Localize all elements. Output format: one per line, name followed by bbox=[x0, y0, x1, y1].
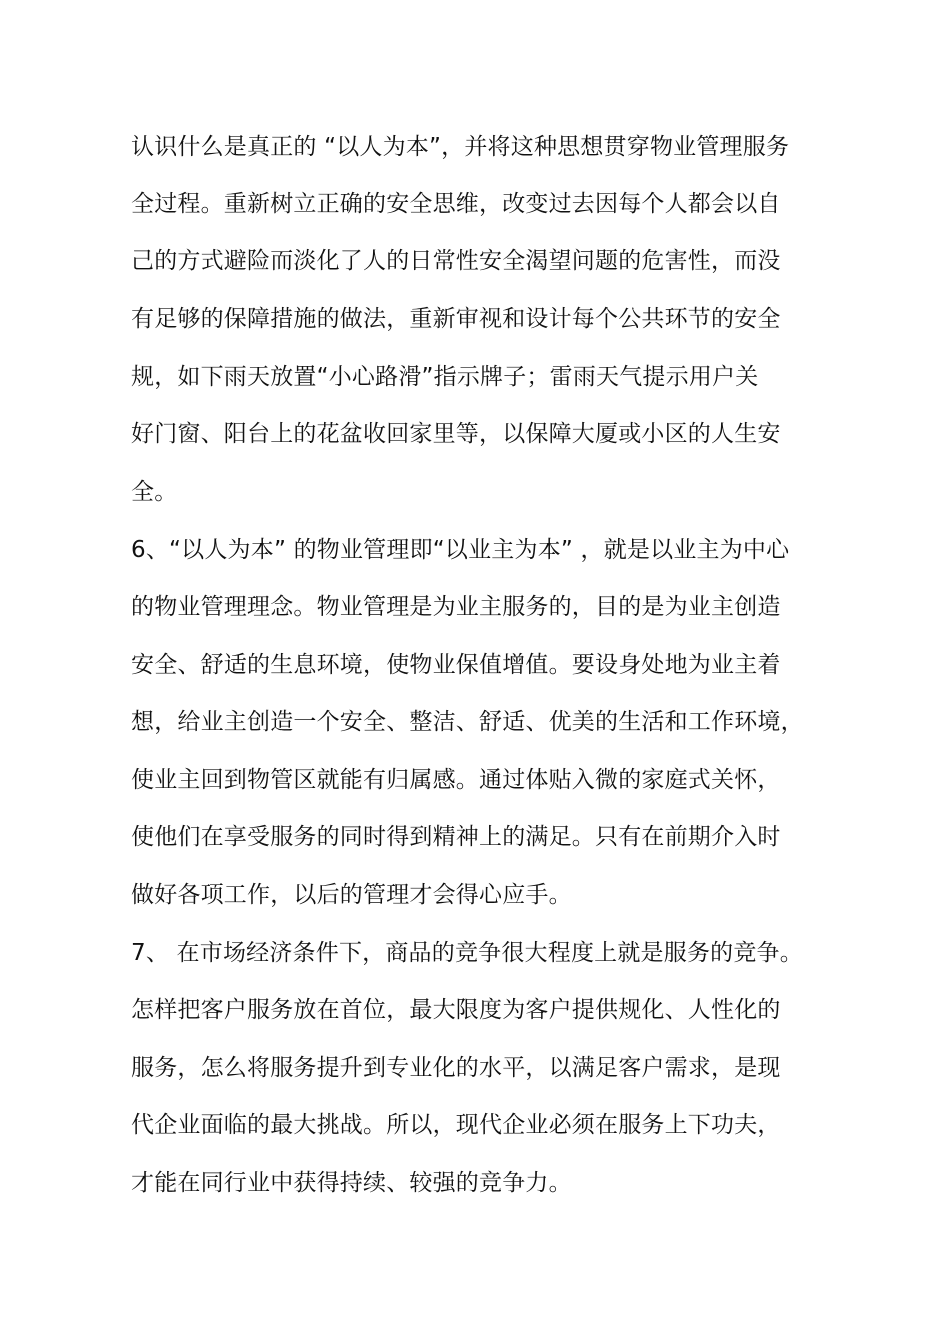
text-line: 怎样把客户服务放在首位，最大限度为客户提供规化、人性化的 bbox=[131, 997, 781, 1023]
text-line: 的物业管理理念。物业管理是为业主服务的，目的是为业主创造 bbox=[131, 594, 781, 620]
text-line: 服务，怎么将服务提升到专业化的水平，以满足客户需求，是现 bbox=[131, 1055, 781, 1081]
text-line: 使业主回到物管区就能有归属感。通过体贴入微的家庭式关怀， bbox=[131, 767, 781, 793]
section-6-heading-line: 6、“以人为本” 的物业管理即“以业主为本” ，就是以业主为中心 bbox=[131, 537, 790, 563]
text-line: 己的方式避险而淡化了人的日常性安全渴望问题的危害性，而没 bbox=[131, 248, 781, 274]
text-line: 规，如下雨天放置“小心路滑”指示牌子；雷雨天气提示用户关 bbox=[131, 364, 759, 390]
text-line: 安全、舒适的生息环境，使物业保值增值。要设身处地为业主着 bbox=[131, 652, 781, 678]
text-line: 代企业面临的最大挑战。所以，现代企业必须在服务上下功夫， bbox=[131, 1112, 781, 1138]
text-line: 想，给业主创造一个安全、整洁、舒适、优美的生活和工作环境， bbox=[131, 709, 804, 735]
text-line: 全。 bbox=[131, 479, 178, 505]
text-line: 有足够的保障措施的做法，重新审视和设计每个公共环节的安全 bbox=[131, 306, 781, 332]
section-7-heading-line: 7、 在市场经济条件下，商品的竞争很大程度上就是服务的竞争。 bbox=[131, 940, 803, 966]
text-line: 认识什么是真正的 “以人为本”，并将这种思想贯穿物业管理服务 bbox=[131, 134, 790, 160]
text-line: 全过程。重新树立正确的安全思维，改变过去因每个人都会以自 bbox=[131, 191, 781, 217]
text-line: 好门窗、阳台上的花盆收回家里等，以保障大厦或小区的人生安 bbox=[131, 421, 781, 447]
text-line: 做好各项工作，以后的管理才会得心应手。 bbox=[131, 882, 572, 908]
text-line: 才能在同行业中获得持续、较强的竞争力。 bbox=[131, 1170, 572, 1196]
text-line: 使他们在享受服务的同时得到精神上的满足。只有在前期介入时 bbox=[131, 824, 781, 850]
